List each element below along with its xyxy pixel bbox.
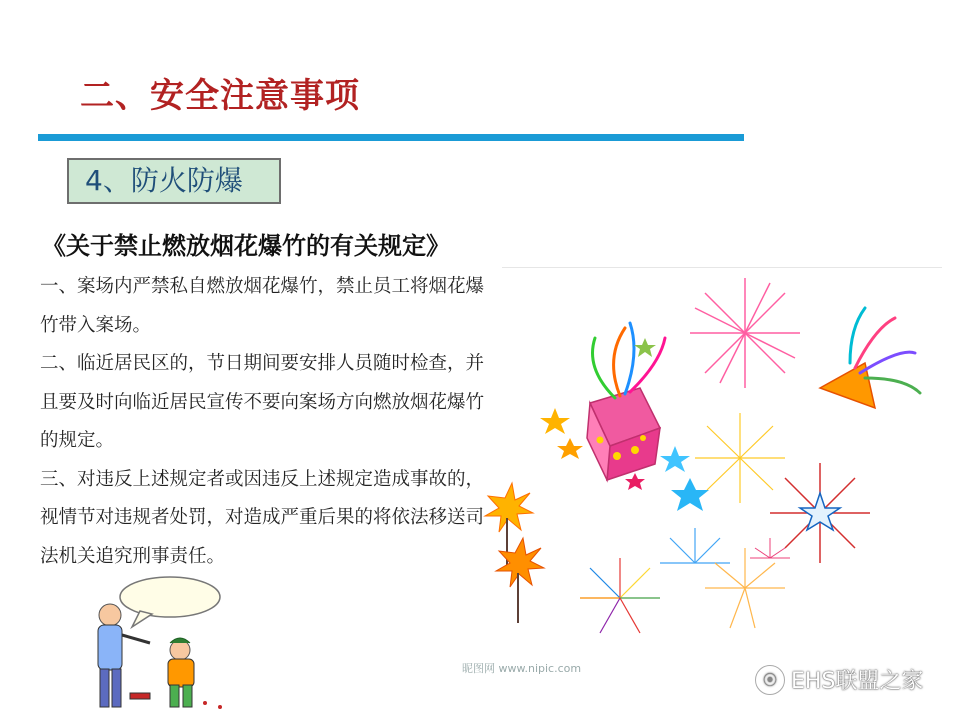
firework-burst-blue [660,528,730,563]
firework-burst-orange [705,548,785,628]
gift-box-icon [587,388,660,480]
regulation-item-1: 一、案场内严禁私自燃放烟花爆竹，禁止员工将烟花爆竹带入案场。 [40,276,485,336]
firework-burst-multicolor [580,558,660,633]
firework-burst-gold [695,413,785,503]
slide-title: 二、安全注意事项 [80,76,360,116]
regulation-item-2: 二、临近居民区的，节日期间要安排人员随时检查，并且要及时向临近居民宣传不要向案场方向燃放烟花爆竹的规定。 [40,353,485,451]
section-label: 4、防火防爆 [67,158,281,204]
sparkler-icon [485,483,544,623]
brand-label: EHS联盟之家 [791,669,924,694]
fireworks-illustration [455,268,955,688]
regulation-title: 《关于禁止燃放烟花爆竹的有关规定》 [42,232,450,260]
firework-burst-pink [690,278,800,388]
regulation-item-3: 三、对违反上述规定者或因违反上述规定造成事故的，视情节对违规者处罚，对造成严重后果的将依法移送司法机关追究刑事责任。 [40,468,485,567]
party-popper-icon [820,308,920,408]
wechat-icon: ⦿ [755,665,785,695]
regulation-body [40,268,500,576]
firecracker-cartoon-illustration [70,575,250,715]
title-divider [38,134,744,141]
brand-logo [755,664,923,695]
firework-burst-small [750,538,790,558]
image-watermark: 昵图网 www.nipic.com [462,662,582,675]
